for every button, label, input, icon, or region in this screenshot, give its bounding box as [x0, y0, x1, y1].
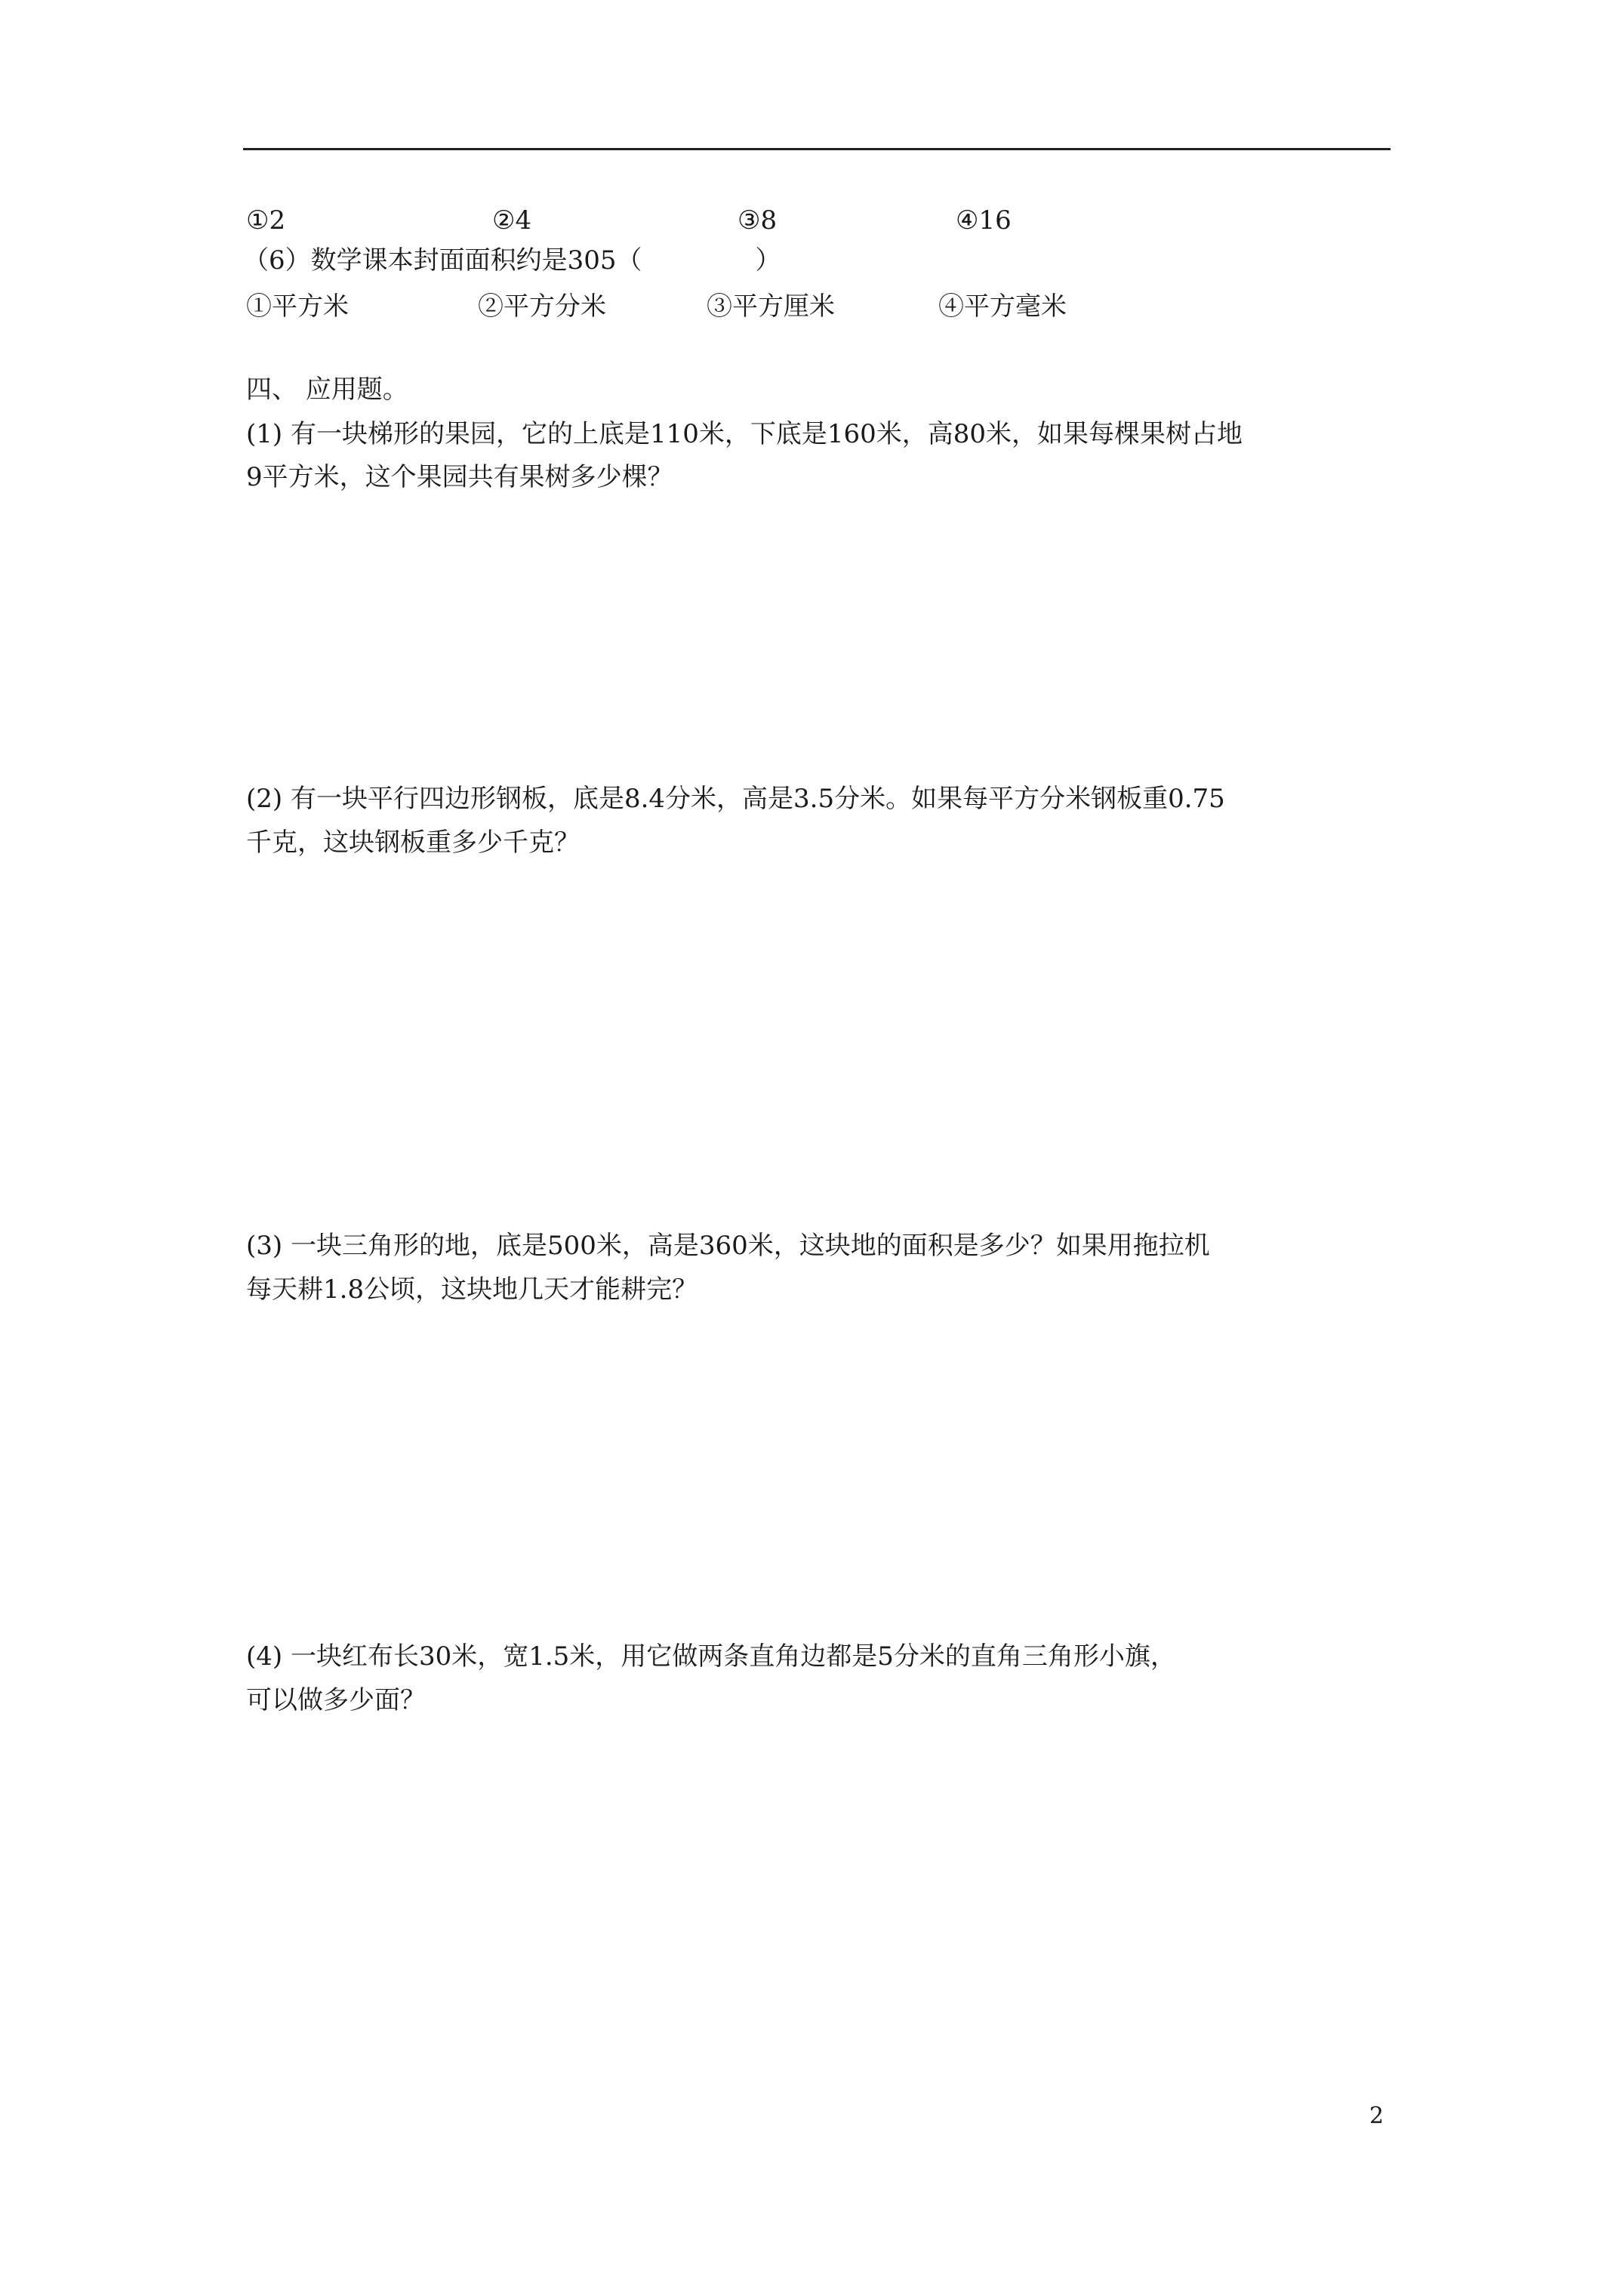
q6-option-1: ①平方米: [246, 291, 349, 322]
problem-4-line-2: 可以做多少面？: [246, 1685, 426, 1715]
q6-suffix: ）: [755, 245, 781, 276]
q6-prefix: （6）数学课本封面面积约是305（: [243, 245, 642, 276]
q6-question: [243, 245, 781, 276]
page-number: 2: [1369, 2103, 1384, 2129]
problem-3-line-2: 每天耕1.8公顷，这块地几天才能耕完？: [246, 1274, 698, 1305]
q5-option-3: ③8: [738, 205, 778, 236]
q6-option-3: ③平方厘米: [707, 291, 835, 322]
problem-4-line-1: (4) 一块红布长30米，宽1.5米，用它做两条直角边都是5分米的直角三角形小旗，: [246, 1641, 1176, 1672]
q5-option-4: ④16: [956, 205, 1012, 236]
problem-2-line-1: (2) 有一块平行四边形钢板，底是8.4分米，高是3.5分米。如果每平方分米钢板重0.75: [246, 784, 1225, 814]
q5-option-2: ②4: [492, 205, 532, 236]
q6-option-4: ④平方毫米: [938, 291, 1067, 322]
section-heading: 四、 应用题。: [246, 374, 408, 405]
problem-1-line-2: 9平方米，这个果园共有果树多少棵？: [246, 462, 673, 492]
problem-3-line-1: (3) 一块三角形的地，底是500米，高是360米，这块地的面积是多少？如果用拖拉机: [246, 1231, 1210, 1261]
problem-1-line-1: (1) 有一块梯形的果园，它的上底是110米，下底是160米，高80米，如果每棵果树占地: [246, 419, 1243, 449]
q6-option-2: ②平方分米: [478, 291, 606, 322]
header-rule: [243, 148, 1390, 150]
problem-2-line-2: 千克，这块钢板重多少千克？: [246, 827, 580, 858]
q5-option-1: ①2: [246, 205, 286, 236]
